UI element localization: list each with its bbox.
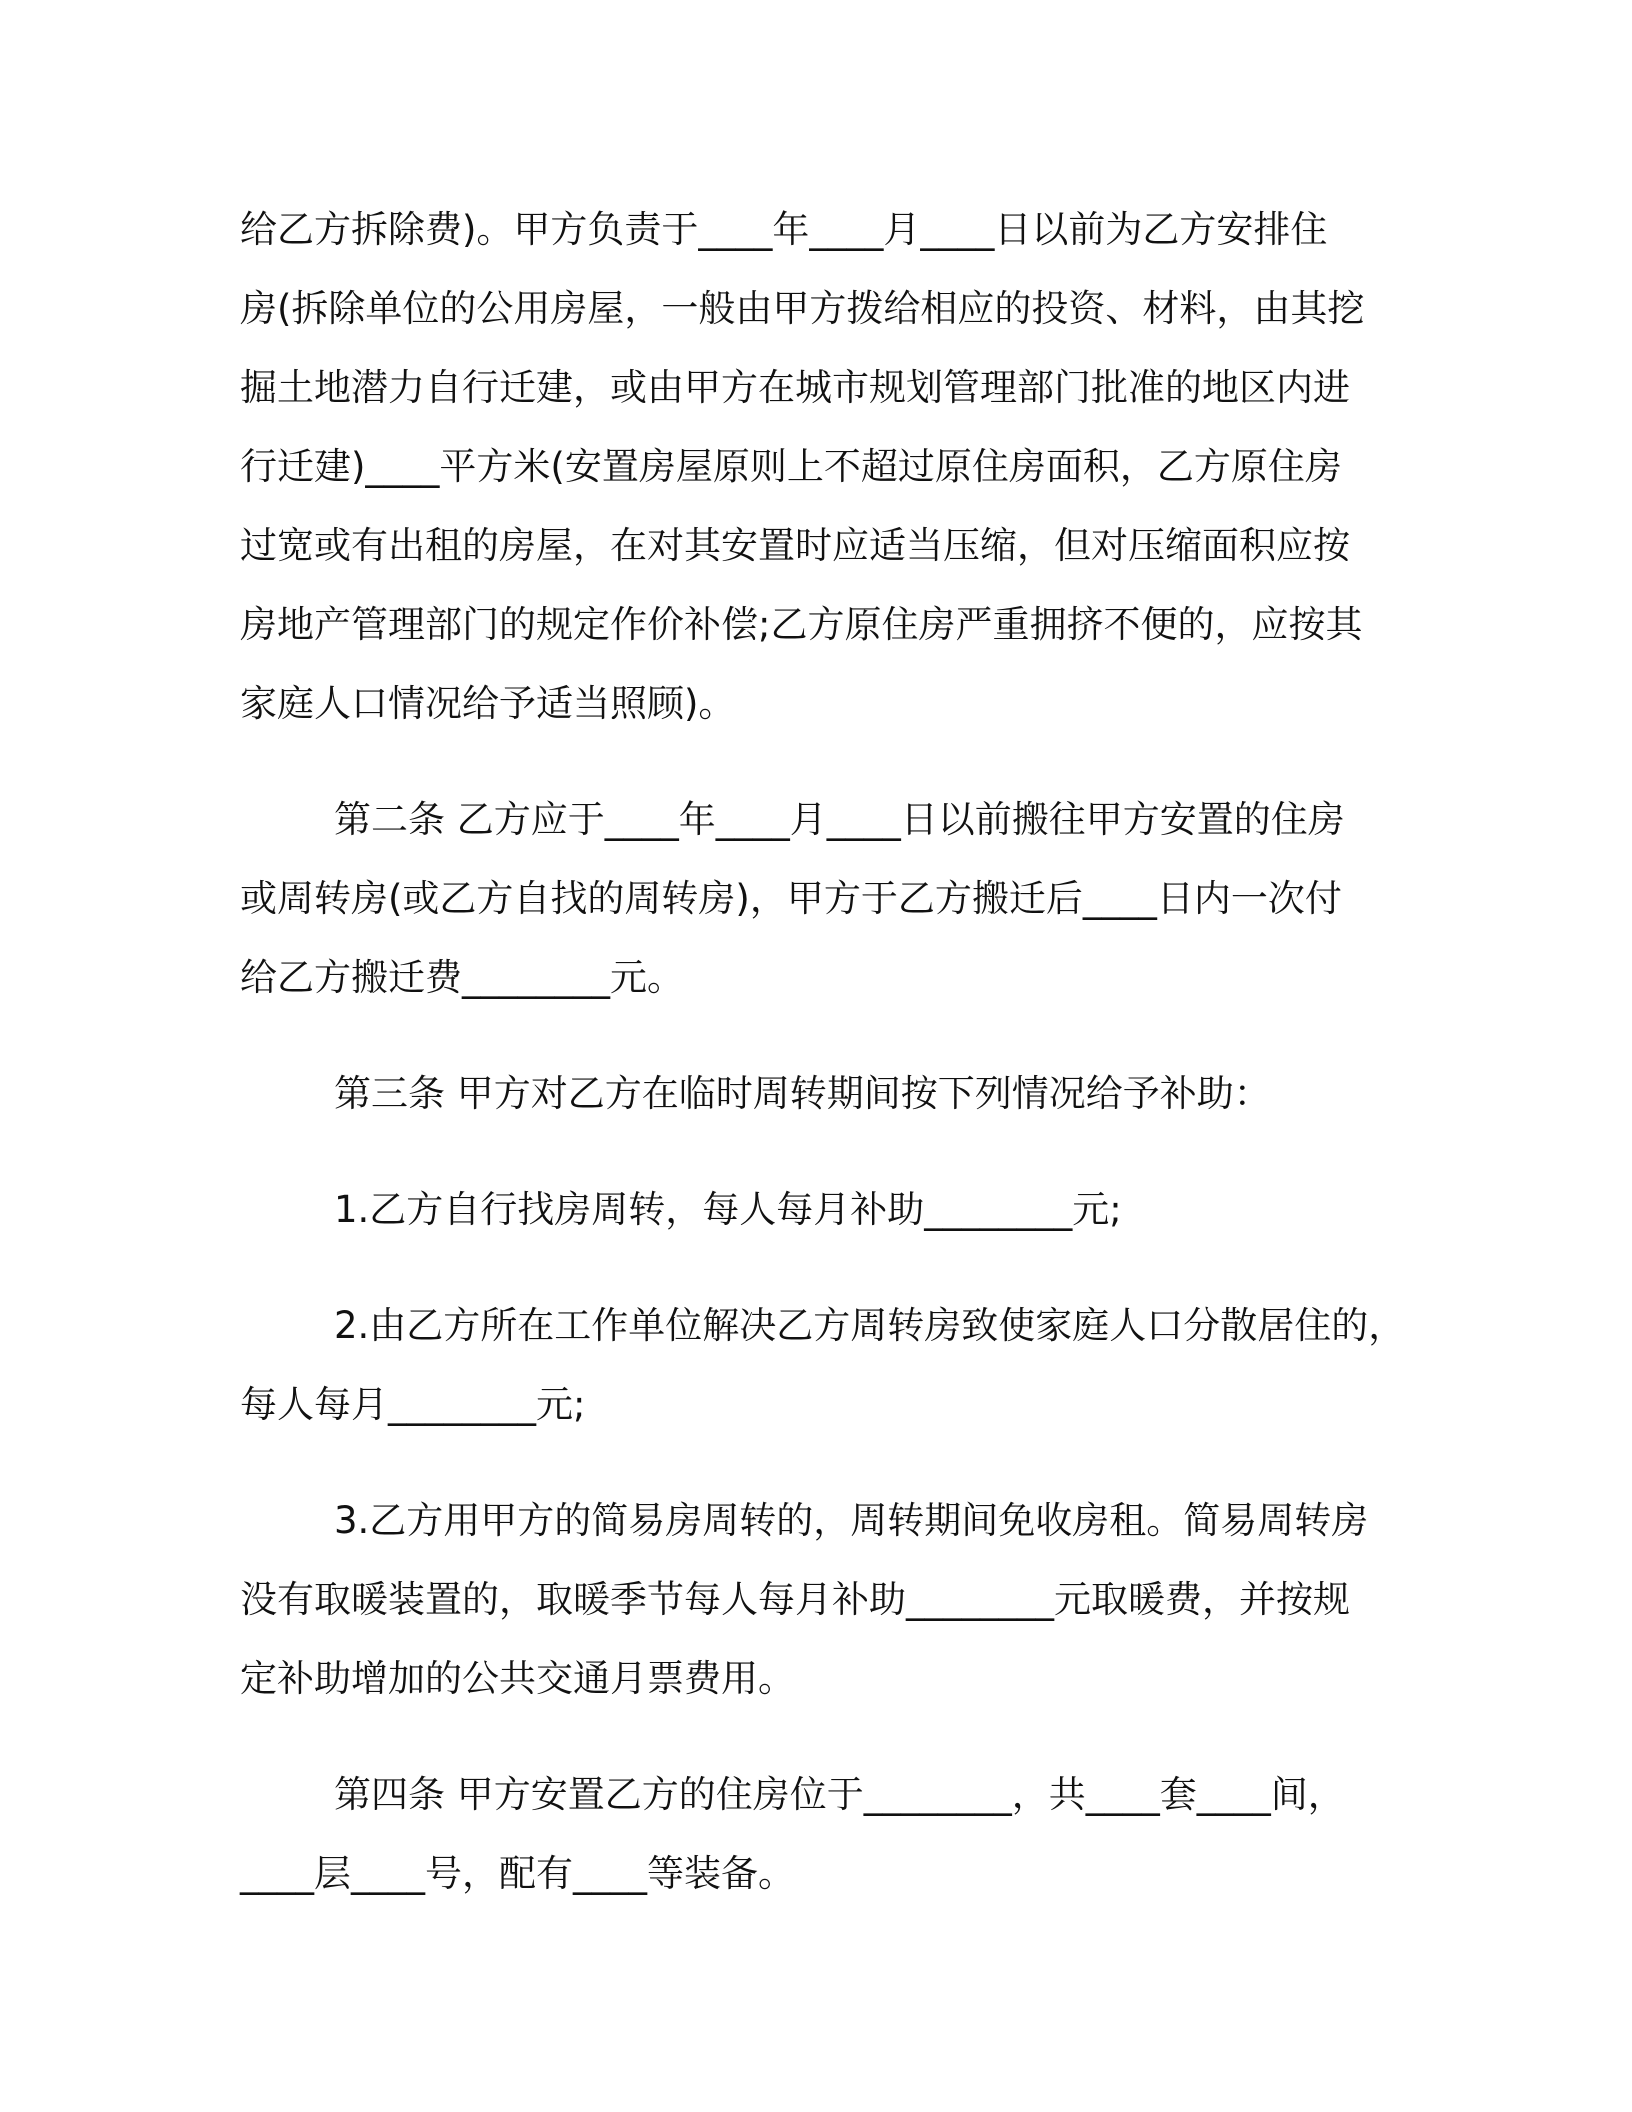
text-line: 行迁建)____平方米(安置房屋原则上不超过原住房面积，乙方原住房 (240, 445, 1342, 488)
text-line: 房(拆除单位的公用房屋，一般由甲方拨给相应的投资、材料，由其挖 (240, 287, 1365, 330)
paragraph-item-3 (240, 1481, 1390, 1718)
text-line: 或周转房(或乙方自找的周转房)，甲方于乙方搬迁后____日内一次付 (240, 877, 1342, 920)
text-line: 2.由乙方所在工作单位解决乙方周转房致使家庭人口分散居住的， (334, 1304, 1406, 1347)
text-line: 1.乙方自行找房周转，每人每月补助________元; (334, 1188, 1122, 1231)
text-line: 第四条 甲方安置乙方的住房位于________，共____套____间， (334, 1773, 1345, 1816)
document-page (240, 190, 1406, 1913)
paragraph-relocation-housing (240, 190, 1390, 743)
paragraph-item-2 (240, 1286, 1406, 1444)
paragraph-item-1 (240, 1170, 1390, 1249)
text-line: 第三条 甲方对乙方在临时周转期间按下列情况给予补助： (334, 1072, 1271, 1115)
paragraph-article-4 (240, 1755, 1390, 1913)
text-line: 定补助增加的公共交通月票费用。 (240, 1657, 795, 1700)
text-line: 给乙方拆除费)。甲方负责于____年____月____日以前为乙方安排住 (240, 208, 1328, 251)
text-line: ____层____号，配有____等装备。 (240, 1852, 795, 1895)
text-line: 3.乙方用甲方的简易房周转的，周转期间免收房租。简易周转房 (334, 1499, 1369, 1542)
text-line: 过宽或有出租的房屋，在对其安置时应适当压缩，但对压缩面积应按 (240, 524, 1350, 567)
text-line: 第二条 乙方应于____年____月____日以前搬往甲方安置的住房 (334, 798, 1345, 841)
paragraph-article-2 (240, 780, 1390, 1017)
text-line: 掘土地潜力自行迁建，或由甲方在城市规划管理部门批准的地区内进 (240, 366, 1350, 409)
text-line: 给乙方搬迁费________元。 (240, 956, 684, 999)
paragraph-article-3 (240, 1054, 1390, 1133)
text-line: 没有取暖装置的，取暖季节每人每月补助________元取暖费，并按规 (240, 1578, 1350, 1621)
text-line: 家庭人口情况给予适当照顾)。 (240, 682, 736, 725)
text-line: 每人每月________元; (240, 1383, 586, 1426)
text-line: 房地产管理部门的规定作价补偿;乙方原住房严重拥挤不便的，应按其 (240, 603, 1363, 646)
